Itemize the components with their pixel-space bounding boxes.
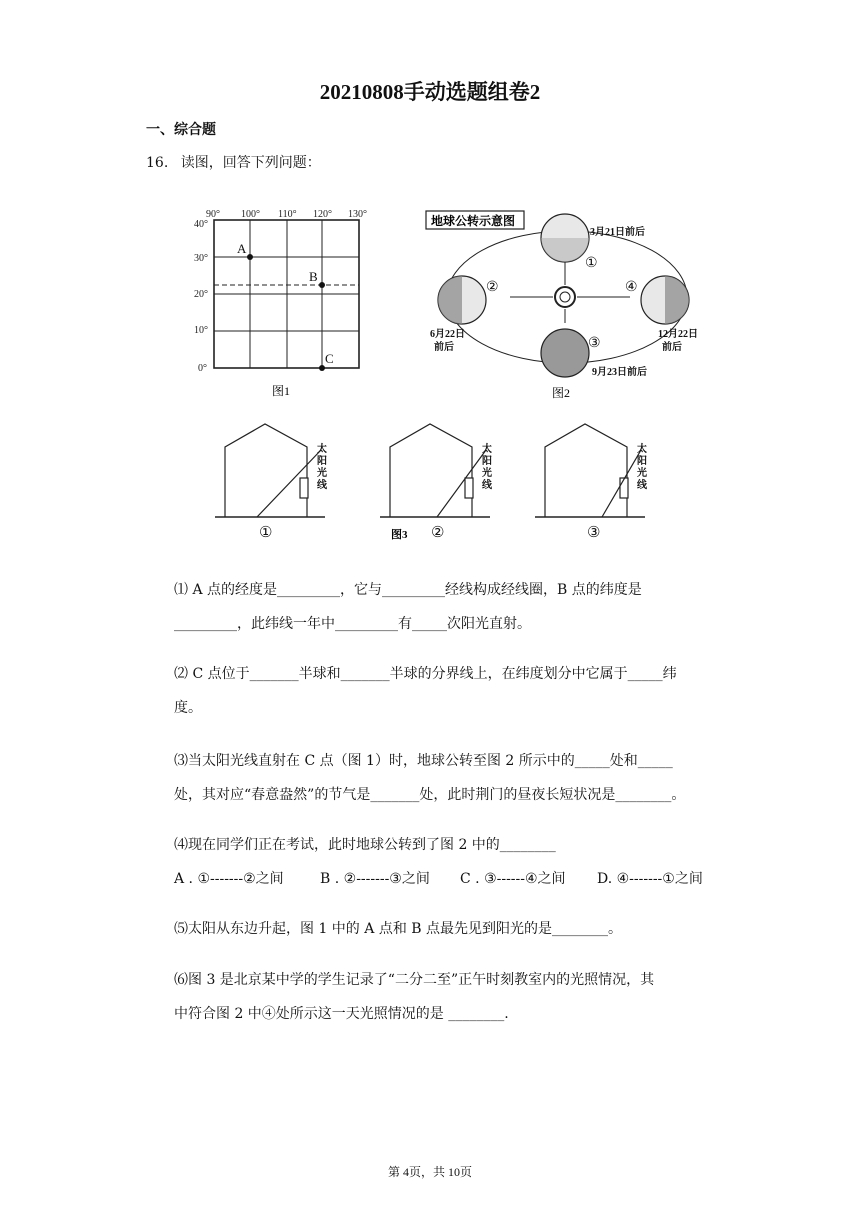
classroom-label-2: ② (431, 525, 445, 541)
question-number: 16. (146, 155, 169, 171)
lat-label-40: 40° (194, 219, 208, 230)
date-label-1: 3月21日前后 (590, 227, 645, 238)
subq-4-line-1: ⑷现在同学们正在考试，此时地球公转到了图 2 中的________ (174, 837, 556, 853)
subq-5-line-1: ⑸太阳从东边升起，图 1 中的 A 点和 B 点最先见到阳光的是________。 (174, 921, 623, 937)
figure-1-caption: 图1 (272, 384, 291, 398)
question-stem-text: 读图，回答下列问题： (180, 155, 321, 171)
option-b[interactable]: B . ②-------③之间 (320, 871, 430, 887)
sun-ray-char-2c: 光 (482, 468, 492, 479)
subq-6-line-2: 中符合图 2 中④处所示这一天光照情况的是 ________. (174, 1006, 509, 1022)
subq-3-line-2: 处，其对应“春意盎然”的节气是_______处，此时荆门的昼夜长短状况是________。 (174, 787, 686, 803)
section-heading: 一、综合题 (146, 122, 216, 138)
earth-globe-2 (438, 276, 486, 324)
lat-label-20: 20° (194, 289, 208, 300)
sun-ray-char-1c: 光 (317, 468, 327, 479)
position-mark-3: ③ (588, 336, 601, 351)
classroom-diagram-1 (215, 424, 325, 517)
date-label-2b: 前后 (434, 342, 454, 353)
lat-label-10: 10° (194, 325, 208, 336)
sun-ray-char-1a: 太 (317, 444, 327, 455)
date-label-3: 9月23日前后 (592, 367, 647, 378)
question-stem (146, 152, 321, 172)
classroom-label-1: ① (259, 525, 273, 541)
classroom-diagram-2 (380, 424, 490, 517)
figure-2-box-title: 地球公转示意图 (431, 214, 516, 228)
subq-1-line-1: ⑴ A 点的经度是_________，它与_________经线构成经线圈，B 点的纬度是 (174, 582, 642, 598)
position-mark-1: ① (585, 256, 598, 271)
figure-2-revolution-diagram (422, 205, 707, 405)
position-mark-2: ② (486, 280, 499, 295)
sun-ray-char-3d: 线 (637, 480, 647, 491)
sun-ray-char-3a: 太 (637, 444, 647, 455)
sun-ray-char-2d: 线 (482, 480, 492, 491)
classroom-diagram-3 (535, 424, 645, 517)
position-mark-4: ④ (625, 280, 638, 295)
date-label-4b: 前后 (662, 342, 682, 353)
sun-ray-char-1b: 阳 (317, 456, 327, 467)
option-a[interactable]: A . ①-------②之间 (174, 871, 284, 887)
lon-label-110: 110° (278, 209, 297, 220)
subq-4-options (174, 869, 734, 889)
sun-ray-char-2b: 阳 (482, 456, 492, 467)
figure-1-grid-map (192, 205, 392, 400)
earth-globe-4 (641, 276, 689, 324)
lon-label-120: 120° (313, 209, 332, 220)
sun-ray-char-2a: 太 (482, 444, 492, 455)
lon-label-130: 130° (348, 209, 367, 220)
figure-3-classroom-sunlight (215, 420, 675, 545)
subq-3-line-1: ⑶当太阳光线直射在 C 点（图 1）时，地球公转至图 2 所示中的_____处和_____ (174, 753, 673, 769)
option-d[interactable]: D. ④-------①之间 (597, 871, 703, 887)
lon-label-100: 100° (241, 209, 260, 220)
point-b-label: B (309, 269, 318, 284)
subq-1-line-2: _________，此纬线一年中_________有_____次阳光直射。 (174, 616, 531, 632)
subq-6-line-1: ⑹图 3 是北京某中学的学生记录了“二分二至”正午时刻教室内的光照情况，其 (174, 972, 655, 988)
date-label-2a: 6月22日 (430, 329, 465, 340)
lon-label-90: 90° (206, 209, 220, 220)
subq-2-line-1: ⑵ C 点位于_______半球和_______半球的分界线上，在纬度划分中它属于_____纬 (174, 666, 677, 682)
option-c[interactable]: C . ③------④之间 (460, 871, 566, 887)
sun-ray-char-1d: 线 (317, 480, 327, 491)
point-c-label: C (325, 351, 334, 366)
subq-2-line-2: 度。 (174, 700, 202, 716)
sun-ray-char-3b: 阳 (637, 456, 647, 467)
date-label-4a: 12月22日 (658, 329, 698, 340)
figure-2-caption: 图2 (552, 386, 571, 400)
figure-3-caption: 图3 (391, 529, 408, 541)
page-footer: 第 4页，共 10页 (387, 1165, 472, 1179)
sun-ray-char-3c: 光 (637, 468, 647, 479)
point-a-label: A (237, 241, 247, 256)
earth-globe-1 (541, 214, 589, 262)
earth-globe-3 (541, 329, 589, 377)
lat-label-0: 0° (198, 363, 207, 374)
classroom-label-3: ③ (587, 525, 601, 541)
lat-label-30: 30° (194, 253, 208, 264)
document-title: 20210808手动选题组卷2 (319, 80, 541, 104)
